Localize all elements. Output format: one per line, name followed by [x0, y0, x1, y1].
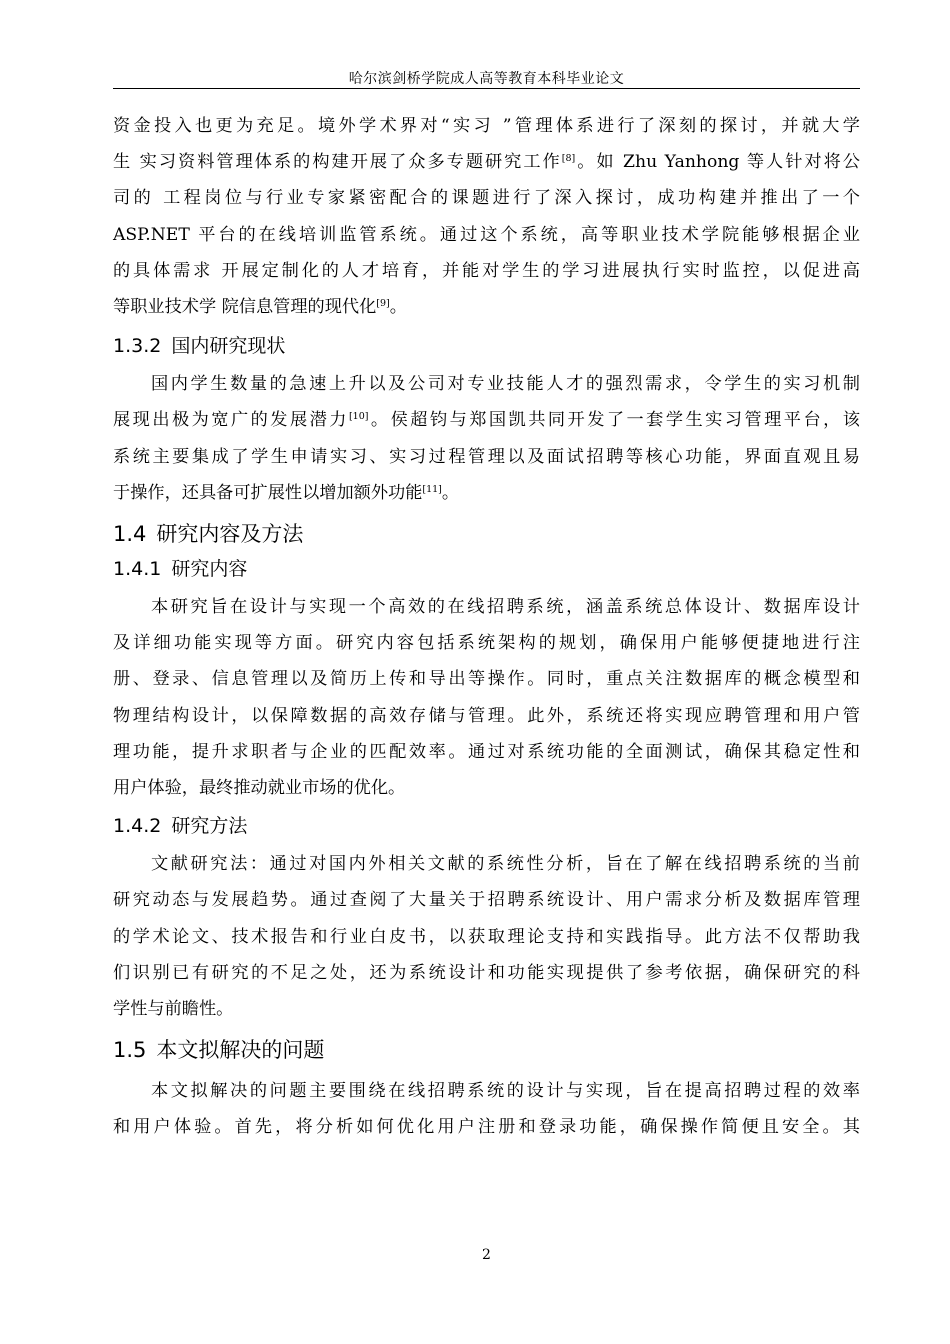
text-line: [113, 402, 860, 438]
section-heading-1-4-2: [113, 814, 860, 838]
section-title: 研究方法: [171, 815, 248, 838]
section-heading-1-5: [113, 1037, 860, 1063]
header-rule: [113, 88, 860, 89]
text-line: 本研究旨在设计与实现一个高效的在线招聘系统，涵盖系统总体设计、数据库设计: [151, 597, 860, 618]
section-number: 1.5: [113, 1038, 147, 1063]
text-run: 。如 Zhu Yanhong 等人针对将公: [575, 152, 860, 173]
running-header: 哈尔滨剑桥学院成人高等教育本科毕业论文: [348, 71, 625, 87]
text-line: 们识别已有研究的不足之处，还为系统设计和功能实现提供了参考依据，确保研究的科: [113, 962, 860, 983]
text-run: 于操作，还具备可扩展性以增加额外功能: [113, 482, 423, 503]
section-number: 1.4: [113, 522, 147, 547]
page-number: 2: [482, 1247, 491, 1263]
citation-ref: [8]: [561, 153, 576, 165]
text-line: 学性与前瞻性。: [113, 999, 234, 1020]
section-heading-1-4: [113, 521, 860, 547]
section-heading-1-4-1: [113, 557, 860, 581]
citation-ref: [9]: [376, 298, 390, 310]
text-line: 文献研究法：通过对国内外相关文献的系统性分析，旨在了解在线招聘系统的当前: [151, 854, 860, 875]
paragraph-research-method: [113, 846, 860, 1027]
page-body: [113, 108, 860, 1146]
section-number: 1.4.2: [113, 815, 162, 838]
text-run: 。: [441, 482, 460, 503]
text-line: 资金投入也更为充足。境外学术界对“实习 ”管理体系进行了深刻的探讨，并就大学: [113, 116, 860, 136]
text-run: 生 实习资料管理体系的构建开展了众多专题研究工作: [113, 152, 562, 173]
citation-ref: [11]: [422, 483, 442, 495]
text-line: 用户体验，最终推动就业市场的优化。: [113, 778, 406, 799]
text-line: 本文拟解决的问题主要围绕在线招聘系统的设计与实现，旨在提高招聘过程的效率: [151, 1081, 860, 1102]
section-title: 国内研究现状: [171, 335, 286, 358]
text-line: 司的 工程岗位与行业专家紧密配合的课题进行了深入探讨，成功构建并推出了一个: [113, 188, 860, 209]
text-line: 和用户体验。首先，将分析如何优化用户注册和登录功能，确保操作简便且安全。其: [113, 1117, 860, 1138]
text-run: 。侯超钧与郑国凯共同开发了一套学生实习管理平台，该: [368, 410, 860, 431]
section-number: 1.3.2: [113, 335, 162, 358]
text-line: 的具体需求 开展定制化的人才培育，并能对学生的学习进展执行实时监控，以促进高: [113, 260, 860, 281]
text-line: 系统主要集成了学生申请实习、实习过程管理以及面试招聘等核心功能，界面直观且易: [113, 446, 860, 467]
text-line: 及详细功能实现等方面。研究内容包括系统架构的规划，确保用户能够便捷地进行注: [113, 633, 860, 654]
section-title: 本文拟解决的问题: [156, 1038, 325, 1063]
text-line: 的学术论文、技术报告和行业白皮书，以获取理论支持和实践指导。此方法不仅帮助我: [113, 926, 860, 947]
text-line: [113, 289, 860, 325]
section-title: 研究内容及方法: [156, 522, 304, 547]
text-line: ASP.NET 平台的在线培训监管系统。通过这个系统，高等职业技术学院能够根据企业: [113, 224, 860, 245]
paragraph-research-content: [113, 589, 860, 806]
text-line: [113, 144, 860, 180]
text-line: 册、登录、信息管理以及简历上传和导出等操作。同时，重点关注数据库的概念模型和: [113, 669, 860, 690]
section-heading-1-3-2: [113, 334, 860, 358]
paragraph-problems-to-solve: [113, 1073, 860, 1145]
text-run: 等职业技术学 院信息管理的现代化: [113, 297, 377, 318]
text-run: 。: [389, 297, 407, 318]
text-run: 展现出极为宽广的发展潜力: [113, 410, 349, 431]
section-title: 研究内容: [171, 558, 248, 581]
paragraph-foreign-research: [113, 108, 860, 325]
citation-ref: [10]: [348, 411, 369, 423]
text-line: 研究动态与发展趋势。通过查阅了大量关于招聘系统设计、用户需求分析及数据库管理: [113, 890, 860, 911]
paragraph-domestic-research: [113, 366, 860, 511]
text-line: 国内学生数量的急速上升以及公司对专业技能人才的强烈需求，令学生的实习机制: [151, 374, 860, 395]
text-line: [113, 475, 860, 511]
text-line: 理功能，提升求职者与企业的匹配效率。通过对系统功能的全面测试，确保其稳定性和: [113, 741, 860, 762]
section-number: 1.4.1: [113, 558, 162, 581]
text-line: 物理结构设计，以保障数据的高效存储与管理。此外，系统还将实现应聘管理和用户管: [113, 705, 860, 726]
